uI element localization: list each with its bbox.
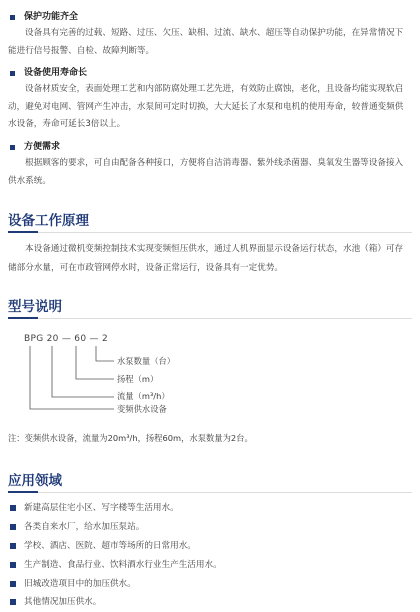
bracket-head xyxy=(76,346,114,379)
list-item: 旧城改造项目中的加压供水。 xyxy=(0,578,420,592)
square-bullet-icon xyxy=(10,581,16,587)
square-bullet-icon xyxy=(10,599,16,605)
model-title: 型号说明 xyxy=(8,299,62,315)
feature-body: 设备具有完善的过载、短路、过压、欠压、缺相、过流、缺水、超压等自动保护功能，在异常情况下能进行信号报警、自检、故障判断等。 xyxy=(8,28,404,56)
feature-title: 方便需求 xyxy=(24,142,61,152)
section-accent-bar xyxy=(8,491,38,493)
square-bullet-icon xyxy=(10,524,16,530)
list-item: 新建高层住宅小区、写字楼等生活用水。 xyxy=(0,502,420,516)
square-bullet-icon xyxy=(10,505,16,511)
list-item: 学校、酒店、医院、超市等场所的日常用水。 xyxy=(0,540,420,554)
bracket-pump-count xyxy=(96,346,114,361)
feature-title: 保护功能齐全 xyxy=(24,12,79,22)
model-code: BPG 20 — 60 — 2 xyxy=(24,334,109,344)
square-bullet-icon xyxy=(10,543,16,549)
list-item: 其他情况加压供水。 xyxy=(0,596,420,610)
feature-title: 设备使用寿命长 xyxy=(24,68,88,78)
list-item: 各类自来水厂，给水加压泵站。 xyxy=(0,521,420,535)
label-equipment: 变频供水设备 xyxy=(117,404,167,414)
section-divider xyxy=(8,492,412,493)
model-note: 注：变频供水设备，流量为20m³/h，扬程60m，水泵数量为2台。 xyxy=(8,433,253,443)
square-bullet-icon xyxy=(10,562,16,568)
feature-body: 根据顾客的要求，可自由配备各种接口，方便将自洁消毒器、紫外线杀菌器、臭氧发生器等设备接入供水系统。 xyxy=(8,158,404,186)
label-head: 扬程（m） xyxy=(117,374,159,384)
principle-body: 本设备通过微机变频控制技术实现变频恒压供水，通过人机界面显示设备运行状态，水池（箱）可存储部分水量，可在市政管网停水时，设备正常运行，设备具有一定优势。 xyxy=(8,244,404,273)
list-item: 生产制造、食品行业、饮料酒水行业生产生活用水。 xyxy=(0,559,420,573)
principle-title: 设备工作原理 xyxy=(8,213,89,229)
applications-title: 应用领域 xyxy=(8,473,62,489)
label-flow: 流量（m³/h） xyxy=(117,391,170,401)
bracket-equipment xyxy=(30,346,114,409)
label-pump-count: 水泵数量（台） xyxy=(117,356,176,366)
feature-body: 设备材质安全，表面处理工艺和内部防腐处理工艺先进，有效防止腐蚀，老化，且设备均能实现软启动，避免对电网、管网产生冲击，水泵间可定时切换，大大延长了水泵和电机的使用寿命，较普通变频供水设备，寿命可延长3倍以上。 xyxy=(8,84,404,129)
bracket-flow xyxy=(52,346,114,397)
